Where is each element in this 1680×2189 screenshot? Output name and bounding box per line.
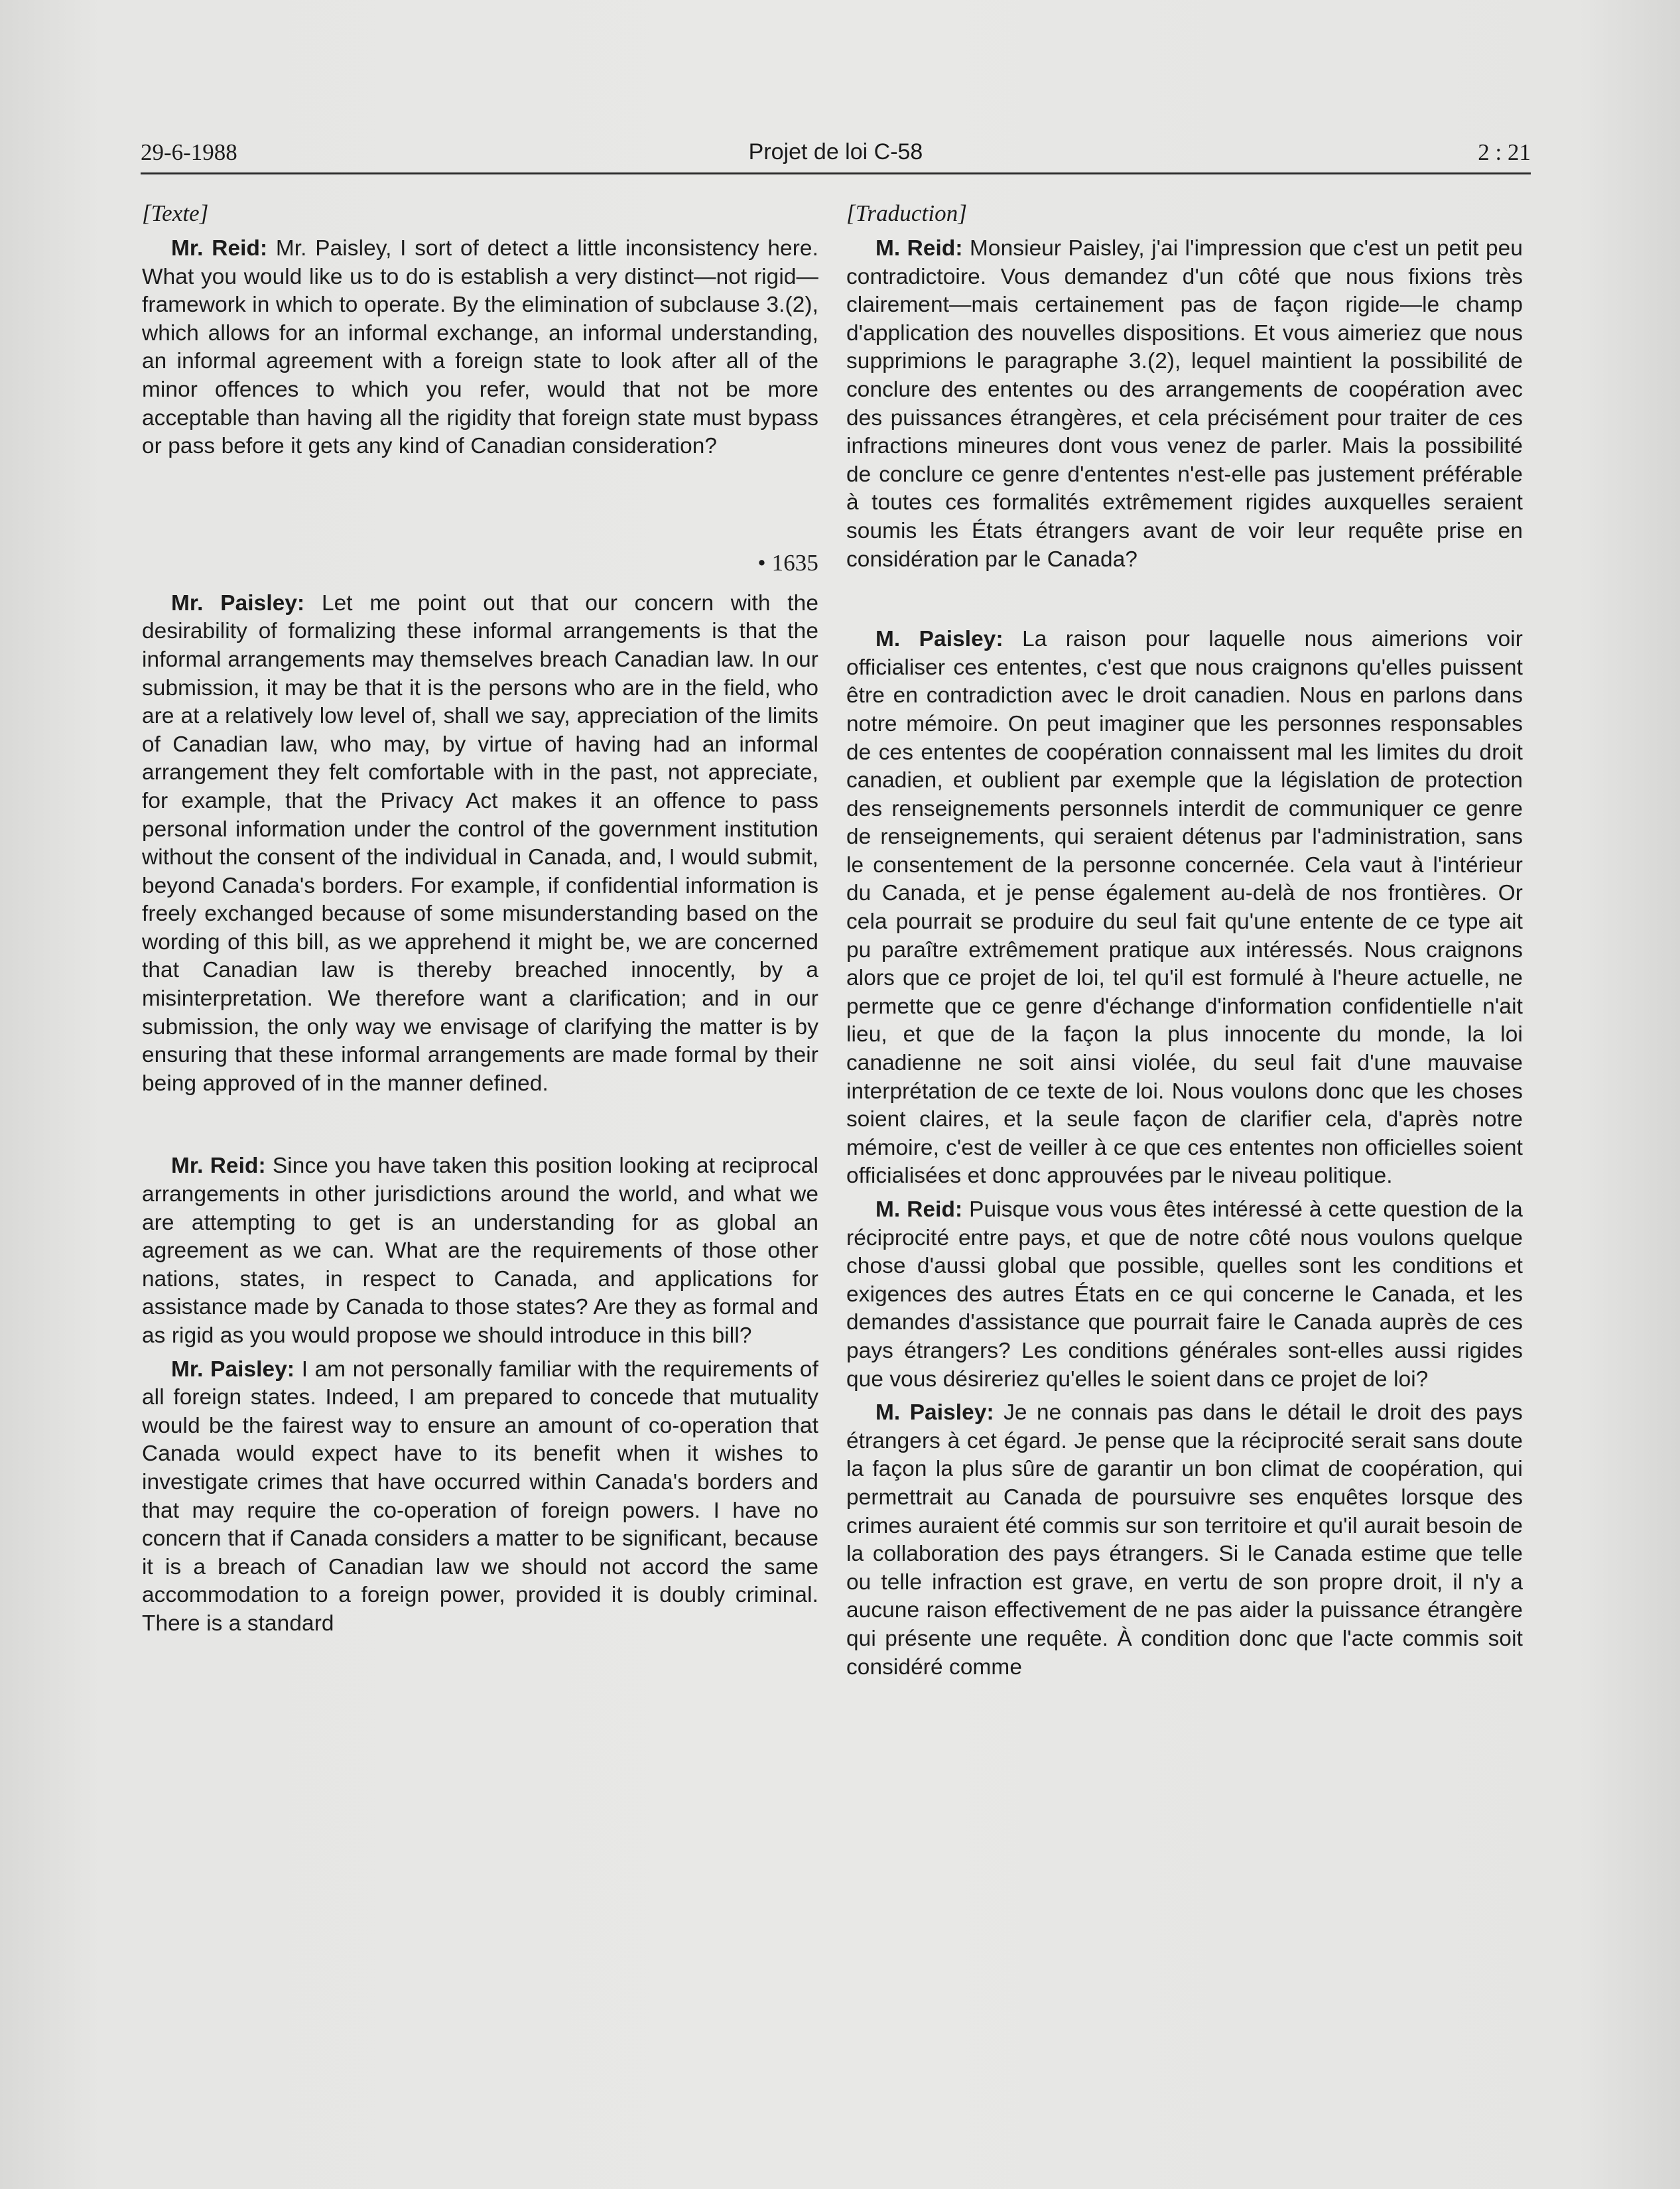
paragraph-text: Since you have taken this position looking at reciprocal arrangements in other jurisdictions around the world, and what we are attempting to get is an understanding for as global an agreement as we can. What are the requirements of those other nations, states, in respect to Canada, and applications for assistance made by Canada to those states? Are they as formal and as rigid as you would propose we should introduce in this bill?: [142, 1154, 818, 1348]
right-paragraph-3: [846, 1196, 1523, 1394]
paragraph-text: Monsieur Paisley, j'ai l'impression que c'est un petit peu contradictoire. Vous demandez d'un côté que nous fixions très clairement—mais certainement pas de façon rigide—le champ d'application des nouvelles dispositions. Et vous aimeriez que nous supprimions le paragraphe 3.(2), lequel maintient la possibilité de conclure des ententes ou des arrangements de coopération avec des puissances étrangères, et cela précisément pour traiter de ces infractions mineures dont vous venez de parler. Mais la possibilité de conclure ce genre d'ententes n'est-elle pas justement préférable à toutes ces formalités extrêmement rigides auxquelles seraient soumis les États étrangers avant de voir leur requête prise en considération par le Canada?: [846, 236, 1523, 572]
header-title: Projet de loi C-58: [748, 139, 923, 165]
speaker-name: Mr. Paisley:: [171, 1357, 295, 1382]
paragraph-text: I am not personally familiar with the requirements of all foreign states. Indeed, I am prepared to concede that mutuality would be the fairest way to ensure an amount of co-operation that Canada would expect have to its benefit when it wishes to investigate crimes that have occurred within Canada's borders and that may require the co-operation of foreign powers. I have no concern that if Canada considers a matter to be significant, because it is a breach of Canadian law we should not accord the same accommodation to a foreign power, provided it is doubly criminal. There is a standard: [142, 1357, 818, 1636]
running-head: [141, 135, 1531, 174]
paragraph-text: La raison pour laquelle nous aimerions voir officialiser ces ententes, c'est que nous craignons qu'elles puissent être en contradiction avec le droit canadien. Nous en parlons dans notre mémoire. On peut imaginer que les personnes responsables de ces ententes de coopération connaissent mal les limites du droit canadien, et oublient par exemple que la législation de protection des renseignements personnels interdit de communiquer ce genre de renseignements, qui seraient détenus par l'administration, sans le consentement de la personne concernée. Cela vaut à l'intérieur du Canada, et je pense également au-delà de nos frontières. Or cela pourrait se produire du seul fait qu'une entente de ce type ait pu paraître extrêmement pratique aux intéressés. Nous craignons alors que ce projet de loi, tel qu'il est formulé à l'heure actuelle, ne permette que ce genre d'échange d'information confidentielle n'ait lieu, et que de la façon la plus innocente du monde, la loi canadienne ne soit ainsi violée, du seul fait d'une mauvaise interprétation de ce texte de loi. Nous voulons donc que les choses soient claires, et la seule façon de clarifier cela, d'après notre mémoire, c'est de veiller à ce que ces ententes non officielles soient officialisées et donc approuvées par le niveau politique.: [846, 627, 1523, 1189]
right-paragraph-2: [846, 626, 1523, 1191]
speaker-name: M. Paisley:: [875, 1400, 994, 1426]
right-paragraph-1: [846, 235, 1523, 574]
paragraph-text: Puisque vous vous êtes intéressé à cette question de la réciprocité entre pays, et que de notre côté nous voulons quelque chose d'aussi global que possible, quelles sont les conditions et exigences des autres États en ce qui concerne le Canada, et les demandes d'assistance que pourrait faire le Canada auprès de ces pays étrangers? Les conditions générales sont-elles aussi rigides que vous désireriez qu'elles le soient dans ce projet de loi?: [846, 1197, 1523, 1392]
speaker-name: Mr. Paisley:: [171, 590, 305, 616]
speaker-name: Mr. Reid:: [171, 1154, 266, 1179]
speaker-name: M. Reid:: [875, 1197, 963, 1222]
speaker-name: M. Reid:: [875, 236, 963, 261]
right-column: [846, 199, 1523, 1682]
speaker-name: M. Paisley:: [875, 627, 1003, 652]
speaker-name: Mr. Reid:: [171, 236, 268, 261]
left-paragraph-1: [142, 235, 818, 461]
left-paragraph-4: [142, 1356, 818, 1638]
traduction-label: [Traduction]: [846, 200, 968, 226]
left-column: [142, 199, 818, 1638]
left-paragraph-3: [142, 1152, 818, 1350]
paragraph-text: Let me point out that our concern with the desirability of formalizing these informal arrangements is that the informal arrangements may themselves breach Canadian law. In our submission, it may be that it is the persons who are in the field, who are at a relatively low level of, shall we say, appreciation of the limits of Canadian law, who may, by virtue of having had an informal arrangement they felt comfortable with in the past, not appreciate, for example, that the Privacy Act makes it an offence to pass personal information under the control of the government institution without the consent of the individual in Canada, and, I would submit, beyond Canada's borders. For example, if confidential information is freely exchanged because of some misunderstanding based on the wording of this bill, as we apprehend it might be, we are concerned that Canadian law is thereby breached innocently, by a misinterpretation. We therefore want a clarification; and in our submission, the only way we envisage of clarifying the matter is by ensuring that these informal arrangements are made formal by their being approved of in the manner defined.: [142, 590, 818, 1096]
header-date: 29-6-1988: [141, 139, 237, 165]
paragraph-text: Je ne connais pas dans le détail le droit des pays étrangers à cet égard. Je pense que la réciprocité serait sans doute la façon la plus sûre de garantir un bon climat de coopération, qui permettrait au Canada de poursuivre ses enquêtes lorsque des crimes auraient été commis sur son territoire et qu'il aurait besoin de la collaboration des pays étrangers. Si le Canada estime que telle ou telle infraction est grave, en vertu de son propre droit, il n'y a aucune raison effectivement de ne pas aider la puissance étrangère qui présente une requête. À condition donc que l'acte commis soit considéré comme: [846, 1400, 1523, 1680]
header-page-number: 2 : 21: [1478, 139, 1531, 165]
paragraph-text: Mr. Paisley, I sort of detect a little inconsistency here. What you would like us to do is establish a very distinct—not rigid—framework in which to operate. By the elimination of subclause 3.(2), which allows for an informal exchange, an informal understanding, an informal agreement with a foreign state to look after all of the minor offences to which you refer, would that not be more acceptable than having all the rigidity that foreign state must bypass or pass before it gets any kind of Canadian consideration?: [142, 236, 818, 459]
time-marker: • 1635: [757, 549, 818, 576]
texte-label: [Texte]: [142, 200, 209, 226]
left-paragraph-2: [142, 590, 818, 1098]
right-paragraph-4: [846, 1399, 1523, 1682]
